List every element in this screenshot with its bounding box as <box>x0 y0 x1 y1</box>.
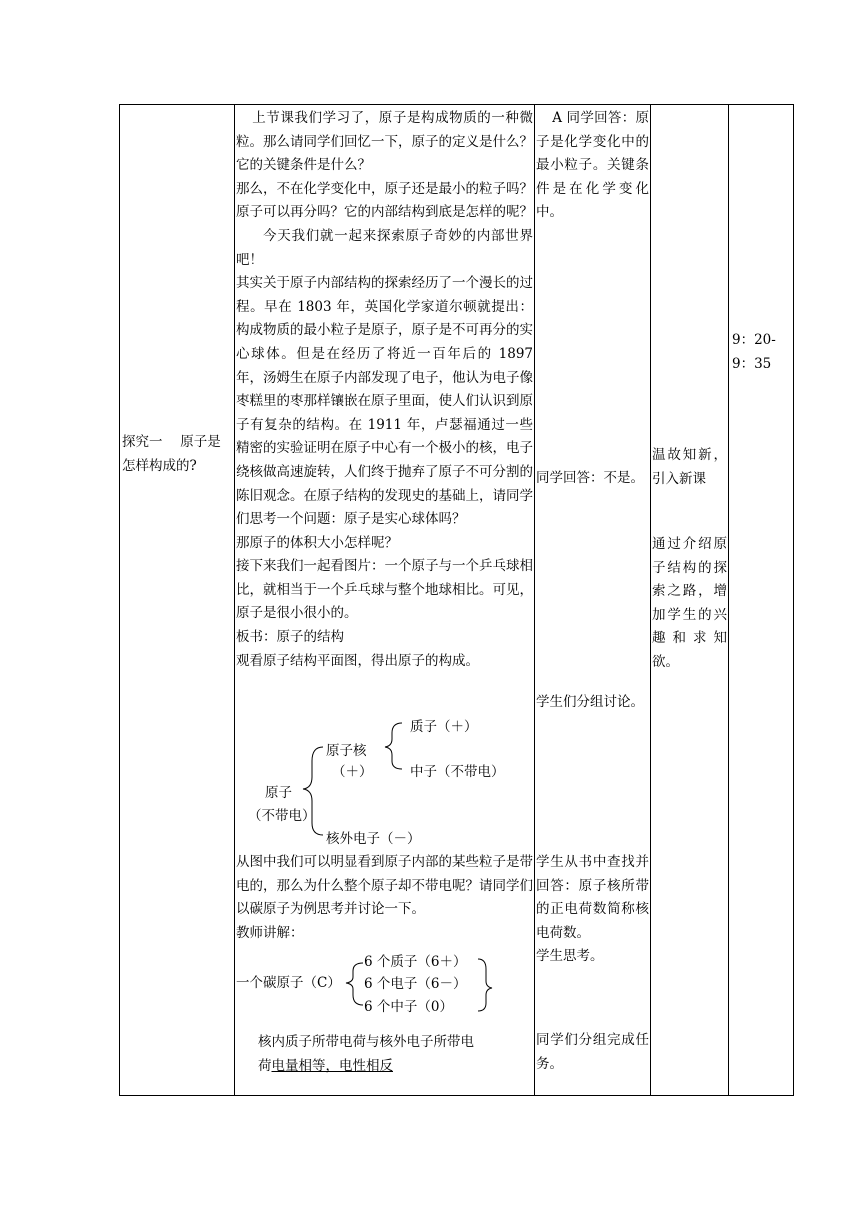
design-intent: 温故知新，引入新课 <box>652 447 727 487</box>
diagram-label-proton: 质子（＋） <box>410 719 478 735</box>
design-intent: 通过介绍原子结构的探索之路，增加学生的兴趣和求知欲。 <box>652 536 727 670</box>
student-answer: A 同学回答：原子是化学变化中的最小粒子。关键条件是在化学变化中。 <box>536 110 649 221</box>
diagram-label-carbon: 一个碳原子（C） <box>236 975 341 991</box>
student-answer: 同学回答：不是。 <box>536 470 644 486</box>
paragraph: 上节课我们学习了，原子是构成物质的一种微粒。那么请同学们回忆一下，原子的定义是什么？ <box>236 110 533 150</box>
diagram-label-protons: 6 个质子（6＋） <box>364 954 467 970</box>
column-divider <box>234 105 235 1095</box>
column-divider <box>728 105 729 1095</box>
diagram-label-neutron: 中子（不带电） <box>410 764 505 780</box>
paragraph: 那原子的体积大小怎样呢？ <box>236 534 398 551</box>
paragraph: 那么，不在化学变化中，原子还是最小的粒子吗？原子可以再分吗？它的内部结构到底是怎样的呢？ <box>236 180 533 221</box>
diagram-label-nucleus-charge: （＋） <box>332 764 373 780</box>
paragraph: 板书：原子的结构 <box>236 629 344 646</box>
paragraph: 教师讲解： <box>236 924 304 941</box>
paragraph: 观看原子结构平面图，得出原子的构成。 <box>236 652 479 669</box>
diagram-label-atom-charge: （不带电） <box>248 808 316 824</box>
brace-icon <box>120 105 121 106</box>
lesson-plan-table <box>119 104 794 1096</box>
time-range: 9：20- 9：35 <box>732 332 776 372</box>
paragraph: 它的关键条件是什么？ <box>236 157 371 174</box>
paragraph: 其实关于原子内部结构的探索经历了一个漫长的过程。早在 1803 年，英国化学家道尔顿就提出：构成物质的最小粒子是原子，原子是不可再分的实心球体。但是在经历了将近一百年后的 1897 年，汤姆生在原子内部发现了电子，他认为电子像枣糕里的枣那样镶嵌在原子里面，使人们认识到原子有复杂的结构。在 1911 年，卢瑟福通过一些精密的实验证明在原子中心有一个极小的核，电子绕核做高速旋转，人们终于抛弃了原子不可分割的陈旧观念。在原子结构的发现史的基础上，请同学们思考一个问题：原子是实心球体吗？ <box>236 275 533 528</box>
diagram-label-atom: 原子 <box>265 785 292 801</box>
diagram-label-electron: 核外电子（－） <box>326 831 421 847</box>
column-divider <box>650 105 651 1095</box>
student-answer: 学生们分组讨论。 <box>536 694 644 710</box>
underlined-text: 电量相等，电性相反 <box>271 1057 393 1074</box>
teacher-activity-continued <box>236 851 533 945</box>
diagram-label-neutrons: 6 个中子（0） <box>364 999 453 1015</box>
student-answer: 同学们分组完成任务。 <box>536 1032 649 1072</box>
paragraph: 从图中我们可以明显看到原子内部的某些粒子是带电的，那么为什么整个原子却不带电呢？请同学们以碳原子为例思考并讨论一下。 <box>236 854 533 918</box>
diagram-label-nucleus: 原子核 <box>326 743 367 759</box>
section-title: 探究一 原子是 怎样构成的? <box>122 434 221 474</box>
student-answer: 学生从书中查找并回答：原子核所带的正电荷数简称核电荷数。 学生思考。 <box>536 854 649 965</box>
diagram-label-electrons: 6 个电子（6－） <box>364 976 467 992</box>
column-divider <box>534 105 535 1095</box>
teacher-activity <box>236 107 533 673</box>
paragraph: 今天我们就一起来探索原子奇妙的内部世界吧！ <box>236 227 533 268</box>
conclusion: 核内质子所带电荷与核外电子所带电 荷电量相等，电性相反 <box>258 1034 474 1074</box>
paragraph: 接下来我们一起看图片：一个原子与一个乒乓球相比，就相当于一个乒乓球与整个地球相比。可见，原子是很小很小的。 <box>236 558 533 622</box>
